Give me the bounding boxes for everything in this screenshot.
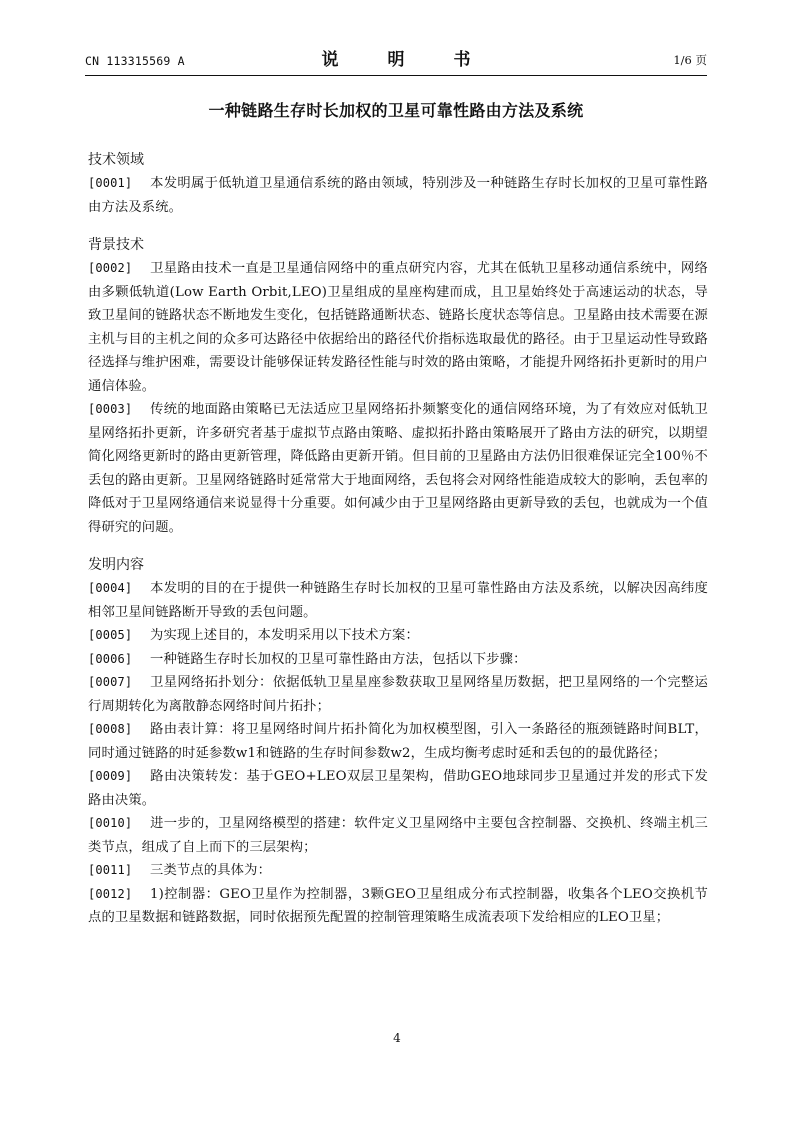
section: [88, 148, 708, 219]
paragraph-text: 传统的地面路由策略已无法适应卫星网络拓扑频繁变化的通信网络环境，为了有效应对低轨卫星网络拓扑更新，许多研究者基于虚拟节点路由策略、虚拟拓扑路由策略展开了路由方法的研究，以期望简化网络更新时的路由更新管理，降低路由更新开销。但目前的卫星路由方法仍旧很难保证完全100％不丢包的路由更新。卫星网络链路时延常常大于地面网络，丢包将会对网络性能造成较大的影响，丢包率的降低对于卫星网络通信来说显得十分重要。如何减少由于卫星网络路由更新导致的丢包，也就成为一个值得研究的问题。: [88, 402, 708, 535]
paragraph-text: 本发明的目的在于提供一种链路生存时长加权的卫星可靠性路由方法及系统，以解决因高纬度相邻卫星间链路断开导致的丢包问题。: [88, 581, 708, 620]
paragraph-number: [0008]: [88, 722, 133, 736]
paragraph: [88, 718, 708, 765]
paragraph: [88, 172, 708, 219]
paragraph-text: 卫星网络拓扑划分：依据低轨卫星星座参数获取卫星网络星历数据，把卫星网络的一个完整运行周期转化为离散静态网络时间片拓扑；: [88, 675, 708, 714]
paragraph-text: 为实现上述目的，本发明采用以下技术方案：: [150, 628, 419, 643]
paragraph: [88, 883, 708, 930]
document-title: 一种链路生存时长加权的卫星可靠性路由方法及系统: [208, 101, 584, 120]
paragraph-number: [0004]: [88, 581, 133, 595]
paragraph-text: 进一步的，卫星网络模型的搭建：软件定义卫星网络中主要包含控制器、交换机、终端主机三类节点，组成了自上而下的三层架构；: [88, 816, 708, 855]
paragraph: [88, 257, 708, 398]
paragraph-text: 一种链路生存时长加权的卫星可靠性路由方法，包括以下步骤：: [150, 651, 527, 667]
section: [88, 233, 708, 539]
section-heading: 背景技术: [88, 237, 144, 253]
section-heading: 技术领域: [88, 152, 144, 168]
paragraph: [88, 648, 708, 672]
paragraph-text: 卫星路由技术一直是卫星通信网络中的重点研究内容，尤其在低轨卫星移动通信系统中，网络由多颗低轨道(Low Earth Orbit,LEO)卫星组成的星座构建而成，且卫星始终处于高速运动的状态，导致卫星间的链路状态不断地发生变化，包括链路通断状态、链路长度状态等信息。卫星路由技术需要在源主机与目的主机之间的众多可达路径中依据给出的路径代价指标选取最优的路径。由于卫星运动性导致路径选择与维护困难，需要设计能够保证转发路径性能与时效的路由策略，才能提升网络拓扑更新时的用户通信体验。: [88, 261, 708, 394]
paragraph-number: [0012]: [88, 886, 133, 901]
paragraph: [88, 624, 708, 648]
paragraph-text: 本发明属于低轨道卫星通信系统的路由领域，特别涉及一种链路生存时长加权的卫星可靠性路由方法及系统。: [88, 176, 708, 215]
paragraph-number: [0011]: [88, 863, 133, 877]
paragraph: [88, 812, 708, 859]
paragraph-text: 路由决策转发：基于GEO+LEO双层卫星架构，借助GEO地球同步卫星通过并发的形式下发路由决策。: [88, 769, 708, 808]
paragraph-number: [0001]: [88, 176, 133, 190]
paragraph-number: [0010]: [88, 816, 133, 830]
paragraph-number: [0005]: [88, 628, 133, 642]
paragraph: [88, 398, 708, 539]
doc-number: CN 113315569 A: [85, 54, 185, 68]
paragraph-number: [0003]: [88, 402, 133, 416]
section: [88, 553, 708, 930]
section-heading: 发明内容: [88, 557, 144, 573]
paragraph-number: [0009]: [88, 769, 133, 783]
header-rule: [85, 75, 707, 76]
document-body: [88, 148, 708, 930]
page-number: 4: [393, 1031, 401, 1045]
paragraph: [88, 859, 708, 883]
paragraph-text: 1)控制器：GEO卫星作为控制器，3颗GEO卫星组成分布式控制器，收集各个LEO交换机节点的卫星数据和链路数据，同时依据预先配置的控制管理策略生成流表项下发给相应的LEO卫星；: [88, 886, 708, 925]
doc-type: 说 明 书: [321, 50, 487, 70]
paragraph: [88, 765, 708, 812]
paragraph: [88, 671, 708, 718]
paragraph-text: 三类节点的具体为：: [150, 863, 272, 878]
paragraph: [88, 577, 708, 624]
paragraph-number: [0006]: [88, 651, 133, 666]
page-header: [85, 46, 707, 74]
paragraph-number: [0007]: [88, 675, 133, 689]
paragraph-text: 路由表计算：将卫星网络时间片拓扑简化为加权模型图，引入一条路径的瓶颈链路时间BLT，同时通过链路的时延参数w1和链路的生存时间参数w2，生成均衡考虑时延和丢包的的最优路径；: [88, 722, 708, 761]
page-indicator: 1/6 页: [673, 53, 707, 67]
paragraph-number: [0002]: [88, 261, 133, 275]
